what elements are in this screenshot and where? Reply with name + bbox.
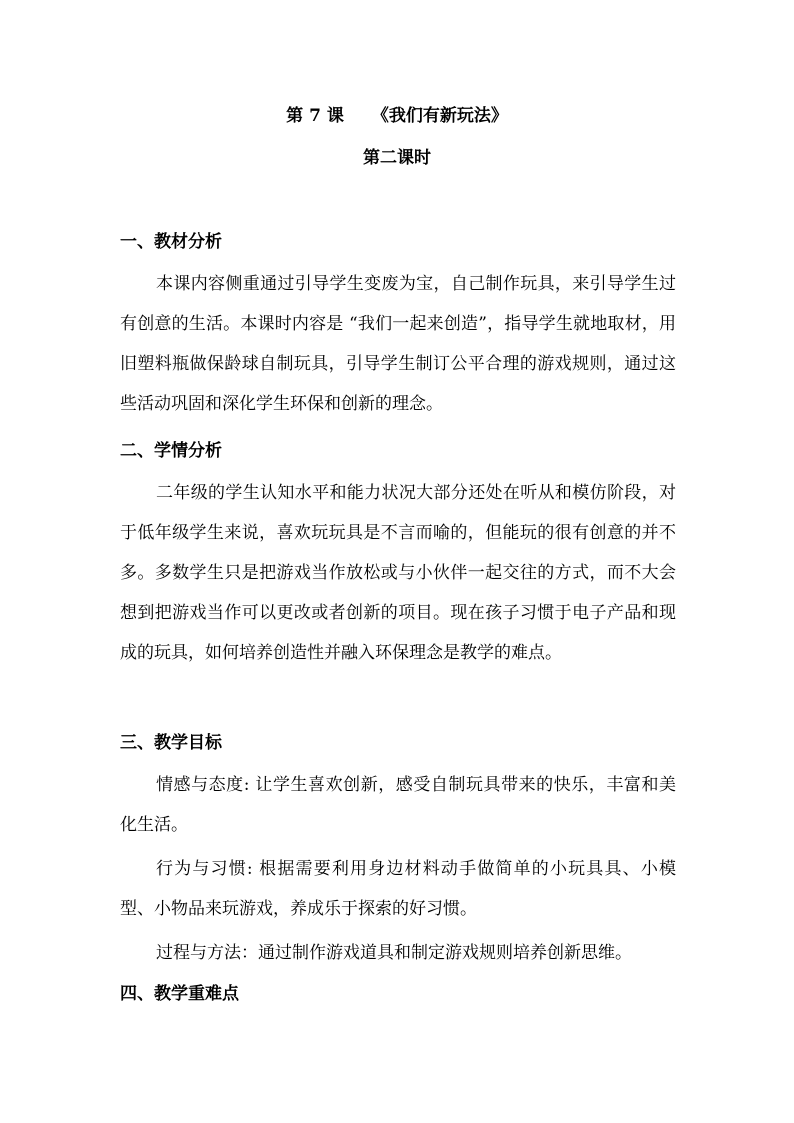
document-title [0,104,794,128]
section-heading-textbook-analysis: 一、教材分析 [120,232,222,252]
section-paragraph-textbook-analysis: 本课内容侧重通过引导学生变废为宝，自己制作玩具，来引导学生过有创意的生活。本课时内容是 “我们一起来创造”，指导学生就地取材，用旧塑料瓶做保龄球自制玩具，引导学生制订公平合理的游戏规则，通过这些活动巩固和深化学生环保和创新的理念。 [120,274,676,414]
lesson-number: 第 7 课 [286,106,344,126]
lesson-name: 《我们有新玩法》 [371,106,508,126]
section-heading-teaching-goals: 三、教学目标 [120,733,222,753]
section-paragraph-student-analysis: 二年级的学生认知水平和能力状况大部分还处在听从和模仿阶段，对于低年级学生来说，喜欢玩玩具是不言而喻的，但能玩的很有创意的并不多。多数学生只是把游戏当作放松或与小伙伴一起交往的方式，而不大会想到把游戏当作可以更改或者创新的项目。现在孩子习惯于电子产品和现成的玩具，如何培养创造性并融入环保理念是教学的难点。 [120,483,676,663]
goal-paragraph-process: 过程与方法：通过制作游戏道具和制定游戏规则培养创新思维。 [156,943,632,963]
goal-paragraph-emotion: 情感与态度: 让学生喜欢创新，感受自制玩具带来的快乐，丰富和美化生活。 [120,775,676,835]
document-subtitle: 第二课时 [363,148,431,168]
goal-paragraph-behavior: 行为与习惯: 根据需要利用身边材料动手做简单的小玩具具、小模型、小物品来玩游戏，养成乐于探索的好习惯。 [120,859,676,919]
section-heading-key-difficulties: 四、教学重难点 [120,984,239,1004]
section-heading-student-analysis: 二、学情分析 [120,441,222,461]
